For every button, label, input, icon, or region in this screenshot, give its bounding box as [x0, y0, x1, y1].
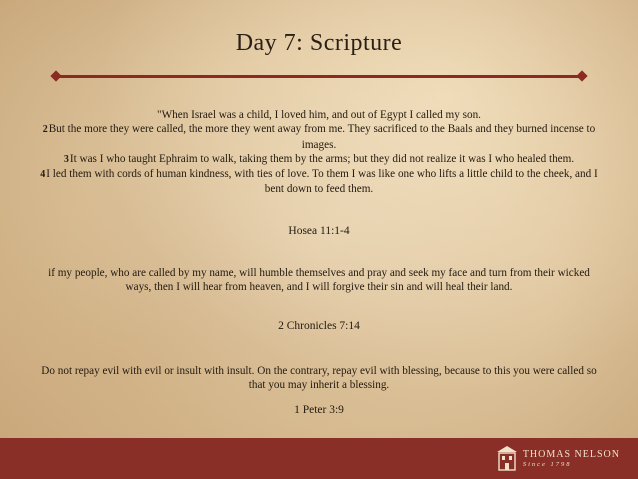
building-icon: [496, 444, 518, 472]
verse-number: 3: [63, 153, 69, 165]
verse-4: [40, 167, 598, 197]
verse-text: "When Israel was a child, I loved him, and out of Egypt I called my son.: [157, 109, 481, 121]
verse-text: But the more they were called, the more they went away from me. They sacrificed to the Baals and they burned incense to images.: [48, 123, 596, 151]
title-divider: [56, 75, 582, 78]
verse-text: It was I who taught Ephraim to walk, taking them by the arms; but they did not realize it was I who healed them.: [69, 152, 575, 165]
verse-2: [40, 122, 598, 152]
brand-since: Since 1798: [522, 460, 572, 468]
thomas-nelson-logo: [496, 444, 620, 472]
divider-right-ornament: [576, 70, 587, 81]
peter-reference: 1 Peter 3:9: [294, 404, 344, 416]
chronicles-passage: if my people, who are called by my name, will humble themselves and pray and seek my face and turn from their wicked ways, then I will hear from heaven, and I will forgive their sin and will heal their land.: [48, 267, 590, 294]
hosea-reference: Hosea 11:1-4: [288, 225, 350, 237]
verse-1: [40, 108, 598, 122]
verse-number: 4: [40, 169, 46, 181]
slide-title: Day 7: Scripture: [235, 30, 403, 56]
divider-left-ornament: [50, 70, 61, 81]
verse-3: [40, 152, 598, 167]
verse-number: 2: [42, 124, 48, 136]
chronicles-reference: 2 Chronicles 7:14: [278, 320, 360, 332]
logo-text: [523, 449, 620, 468]
hosea-passage: [40, 108, 598, 197]
peter-passage: Do not repay evil with evil or insult with insult. On the contrary, repay evil with blessing, because to this you were called so that you may inherit a blessing.: [41, 365, 597, 392]
verse-text: I led them with cords of human kindness, with ties of love. To them I was like one who lifts a little child to the cheek, and I bent down to feed them.: [46, 168, 598, 196]
brand-name: THOMAS NELSON: [522, 448, 620, 460]
